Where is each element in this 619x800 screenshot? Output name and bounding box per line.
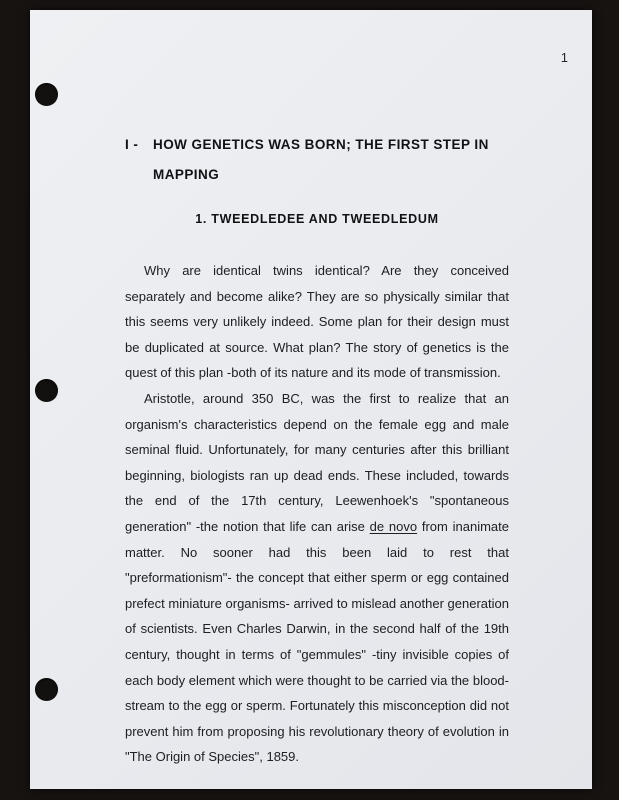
body-text: [125, 258, 509, 770]
chapter-title-line1: HOW GENETICS WAS BORN; THE FIRST STEP IN: [153, 137, 489, 152]
punch-hole-top: [35, 83, 58, 106]
section-heading: 1. TWEEDLEDEE AND TWEEDLEDUM: [195, 212, 439, 226]
chapter-numeral: I -: [125, 137, 139, 152]
chapter-title-line2: MAPPING: [153, 167, 220, 182]
paragraph-1: Why are identical twins identical? Are they conceived separately and become alike? They are so physically similar that this seems very unlikely indeed. Some plan for their design must be duplicated at source. What plan? The story of genetics is the quest of this plan -both of its nature and its mode of transmission.: [125, 263, 509, 381]
page-number: 1: [560, 50, 568, 65]
chapter-title: [153, 130, 489, 190]
chapter-heading: [125, 130, 509, 190]
page-content: [125, 130, 509, 770]
paragraph-2: [125, 386, 509, 770]
scanned-document-page: [30, 10, 592, 789]
paragraph-2-text-end: from inanimate matter. No sooner had this been laid to rest that "preformationism"- the concept that either sperm or egg contained prefect miniature organisms- arrived to mislead another generation of scientists. Even Charles Darwin, in the second half of the 19th century, thought in terms of "gemmules" -tiny invisible copies of each body element which were thought to be carried via the blood-stream to the egg or sperm. Fortunately this misconception did not prevent him from proposing his revolutionary theory of evolution in "The Origin of Species", 1859.: [125, 518, 509, 765]
paragraph-2-underlined-term: de novo: [369, 518, 418, 534]
punch-hole-middle: [35, 379, 58, 402]
punch-hole-bottom: [35, 678, 58, 701]
paragraph-2-text-start: Aristotle, around 350 BC, was the first to realize that an organism's characteristics depend on the female egg and male seminal fluid. Unfortunately, for many centuries after this brilliant beginning, biologists ran up dead ends. These included, towards the end of the 17th century, Leewenhoek's "spontaneous generation" -the notion that life can arise: [125, 390, 509, 534]
